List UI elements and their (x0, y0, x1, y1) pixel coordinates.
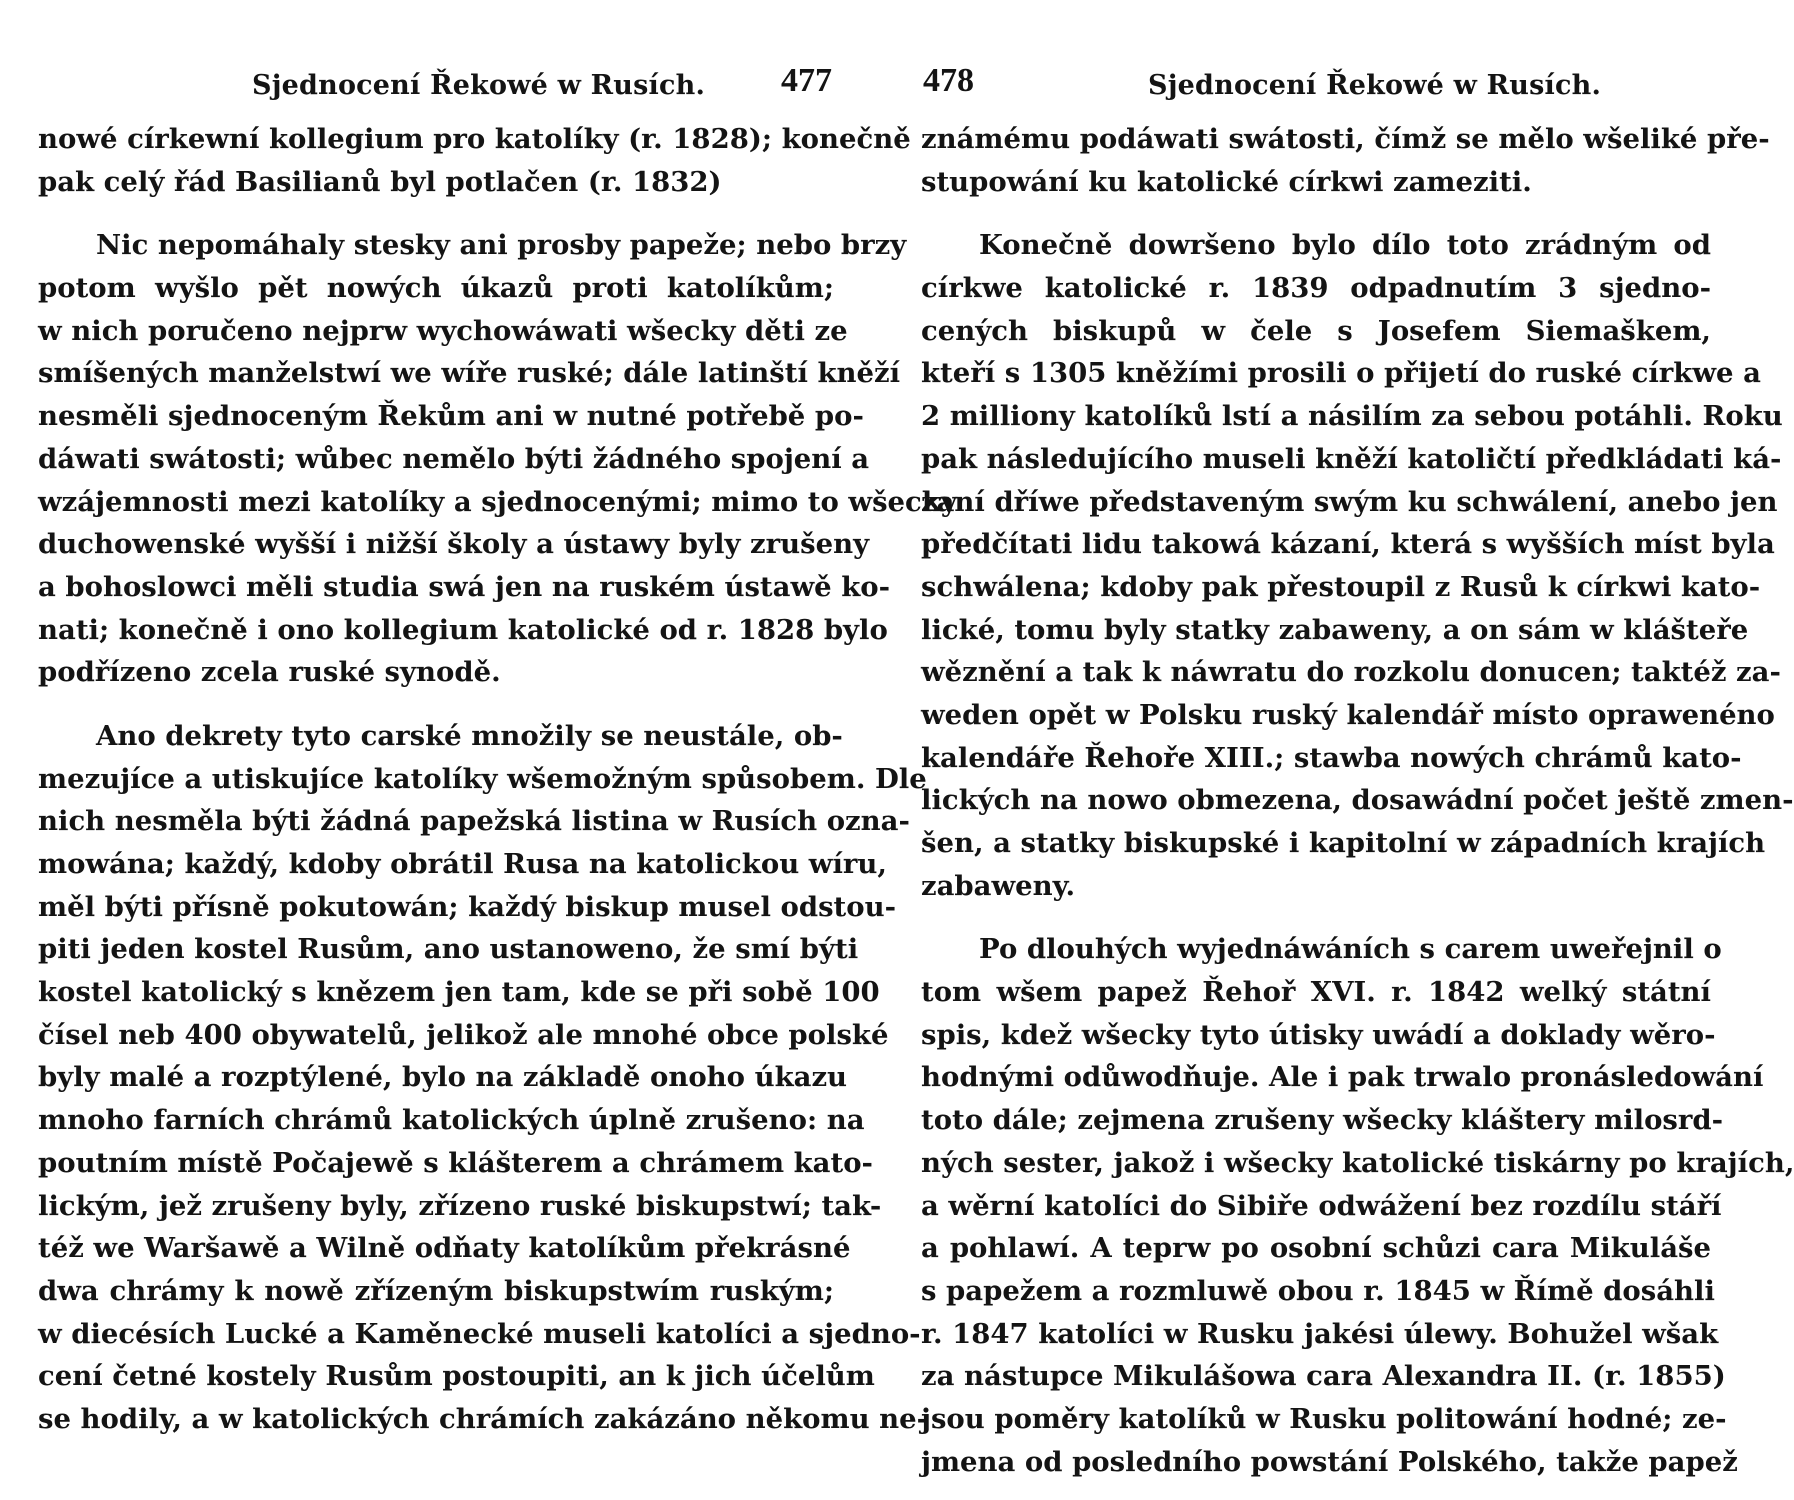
text-line: weden opět w Polsku ruský kalendář místo oprawenéno (921, 698, 1775, 731)
text-line: známému podáwati swátosti, čímž se mělo wšeliké pře- (921, 123, 1770, 155)
text-line: mnoho farních chrámů katolických úplně zrušeno: na (38, 1104, 865, 1137)
text-line: wěznění a tak k náwratu do rozkolu donucen; taktéž za- (921, 656, 1781, 689)
text-line: lických na nowo obmezena, dosawádní počet ještě zmen- (921, 784, 1794, 817)
paragraph (38, 224, 957, 694)
text-line: wzájemnosti mezi katolíky a sjednocenými; mimo to wšecky (38, 485, 957, 518)
text-line: tom wšem papež Řehoř XVI. r. 1842 welký státní (921, 976, 1711, 1009)
text-line: Konečně dowršeno bylo dílo toto zrádným od (979, 229, 1711, 262)
page-number: 478 (923, 62, 974, 99)
text-line: zaní dříwe představeným swým ku schwálení, anebo jen (921, 485, 1778, 518)
text-line: schwálena; kdoby pak přestoupil z Rusů k církwi kato- (921, 570, 1761, 603)
paragraph (38, 118, 911, 203)
text-line: cených biskupů w čele s Josefem Siemaškem, (921, 314, 1711, 347)
text-line: s papežem a rozmluwě obou r. 1845 w Římě dosáhli (921, 1274, 1715, 1307)
text-line: čísel neb 400 obywatelů, jelikož ale mnohé obce polské (38, 1018, 889, 1051)
text-line: ných sester, jakož i wšecky katolické tiskárny po krajích, (921, 1146, 1794, 1179)
text-line: pak následujícího museli kněží katoličtí předkládati ká- (921, 442, 1782, 475)
text-line: kostel katolický s knězem jen tam, kde se při sobě 100 (38, 976, 880, 1009)
paragraph (921, 224, 1794, 907)
text-line: mezujíce a utiskujíce katolíky wšemožným spůsobem. Dle (38, 762, 927, 795)
text-line: r. 1847 katolíci w Rusku jakési úlewy. Bohužel wšak (921, 1317, 1719, 1350)
text-line: duchowenské wyšší i nižší školy a ústawy byly zrušeny (38, 528, 870, 561)
text-line: pak celý řád Basilianů byl potlačen (r. 1832) (38, 165, 722, 198)
text-line: církwe katolické r. 1839 odpadnutím 3 sjedno- (921, 272, 1711, 305)
text-line: a bohoslowci měli studia swá jen na ruském ústawě ko- (38, 570, 891, 603)
text-line: cení četné kostely Rusům postoupiti, an k jich účelům (38, 1360, 875, 1393)
left-page-text (38, 118, 957, 1441)
text-line: w nich poručeno nejprw wychowáwati wšecky děti ze (38, 314, 848, 347)
paragraph (921, 118, 1770, 203)
text-line: 2 milliony katolíků lstí a násilím za sebou potáhli. Roku (921, 400, 1783, 433)
text-line: měl býti přísně pokutowán; každý biskup musel odstou- (38, 890, 897, 923)
text-line: poutním místě Počajewě s klášterem a chrámem kato- (38, 1146, 873, 1179)
text-line: a pohlawí. A teprw po osobní schůzi cara Mikuláše (921, 1232, 1711, 1265)
right-page (873, 0, 1794, 1500)
text-line: za nástupce Mikulášowa cara Alexandra II. (r. 1855) (921, 1360, 1726, 1393)
paragraph (38, 715, 929, 1441)
text-line: mowána; každý, kdoby obrátil Rusa na katolickou wíru, (38, 848, 887, 880)
text-line: stupowání ku katolické církwi zameziti. (921, 165, 1532, 198)
text-line: Nic nepomáhaly stesky ani prosby papeže; nebo brzy (96, 229, 907, 262)
text-line: jmena od posledního powstání Polského, takže papež (921, 1445, 1738, 1478)
text-line: dwa chrámy k nowě zřízeným biskupstwím ruským; (38, 1274, 834, 1307)
running-title: Sjednocení Řekowé w Rusích. (1148, 70, 1602, 101)
text-line: Po dlouhých wyjednáwáních s carem uweřejnil o (979, 933, 1722, 966)
text-line: šen, a statky biskupské i kapitolní w západních krajích (921, 827, 1766, 859)
page-number: 477 (781, 62, 832, 99)
text-line: hodnými odůwodňuje. Ale i pak trwalo pronásledowání (921, 1061, 1764, 1094)
text-line: kalendáře Řehoře XIII.; stawba nowých chrámů kato- (921, 741, 1742, 774)
text-line: nowé církewní kollegium pro katolíky (r. 1828); konečně (38, 123, 911, 155)
text-line: lickým, jež zrušeny byly, zřízeno ruské biskupstwí; tak- (38, 1189, 882, 1222)
text-line: byly malé a rozptýlené, bylo na základě onoho úkazu (38, 1061, 848, 1094)
text-line: toto dále; zejmena zrušeny wšecky kláštery milosrd- (921, 1104, 1724, 1137)
text-line: se hodily, a w katolických chrámích zakázáno někomu ne- (38, 1402, 929, 1435)
paragraph (921, 928, 1794, 1483)
text-line: kteří s 1305 kněžími prosili o přijetí do ruské církwe a (921, 357, 1761, 390)
text-line: dáwati swátosti; wůbec nemělo býti žádného spojení a (38, 442, 870, 475)
running-title: Sjednocení Řekowé w Rusích. (252, 70, 706, 101)
text-line: lické, tomu byly statky zabaweny, a on sám w klášteře (921, 613, 1749, 646)
text-line: jsou poměry katolíků w Rusku politowání hodné; ze- (921, 1402, 1727, 1435)
text-line: potom wyšlo pět nowých úkazů proti katolíkům; (38, 272, 834, 305)
text-line: piti jeden kostel Rusům, ano ustanoweno, že smí býti (38, 933, 859, 966)
text-line: w diecésích Lucké a Kaměnecké museli katolíci a sjedno- (38, 1317, 921, 1350)
right-page-header (923, 62, 1623, 108)
text-line: Ano dekrety tyto carské množily se neustále, ob- (96, 719, 843, 752)
text-line: nati; konečně i ono kollegium katolické od r. 1828 bylo (38, 613, 888, 646)
text-line: spis, kdež wšecky tyto útisky uwádí a doklady wěro- (921, 1018, 1716, 1051)
text-line: podřízeno zcela ruské synodě. (38, 656, 501, 689)
right-page-text (921, 118, 1794, 1483)
left-page-header (252, 62, 832, 108)
text-line: též we Waršawě a Wilně odňaty katolíkům překrásné (38, 1232, 851, 1265)
text-line: nich nesměla býti žádná papežská listina w Rusích ozna- (38, 805, 910, 838)
text-line: nesměli sjednoceným Řekům ani w nutné potřebě po- (38, 400, 864, 433)
text-line: zabaweny. (921, 869, 1076, 902)
text-line: předčítati lidu takowá kázaní, která s wyšších míst byla (921, 528, 1775, 561)
text-line: a wěrní katolíci do Sibiře odwážení bez rozdílu stáří (921, 1189, 1722, 1222)
text-line: smíšených manželstwí we wíře ruské; dále latinští kněží (38, 357, 901, 390)
